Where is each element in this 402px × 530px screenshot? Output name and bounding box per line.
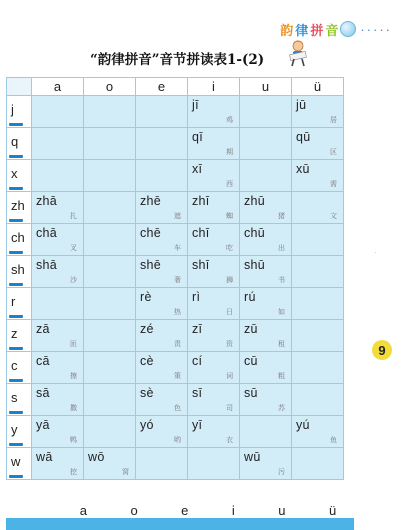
table-row — [7, 96, 344, 128]
syllable-cell — [84, 192, 136, 224]
initial-cell — [7, 128, 32, 160]
syllable-cell — [292, 160, 344, 192]
syllable-pinyin: zhā — [36, 194, 58, 208]
syllable-cell — [136, 192, 188, 224]
initial-cell — [7, 256, 32, 288]
syllable-cell — [84, 320, 136, 352]
syllable-pinyin: cè — [140, 354, 154, 368]
initial-label: y — [11, 422, 18, 437]
syllable-pinyin: qī — [192, 130, 204, 144]
initial-label: c — [11, 358, 18, 373]
syllable-character: 出 — [278, 244, 285, 252]
syllable-character: 资 — [226, 340, 233, 348]
syllable-cell — [136, 352, 188, 384]
syllable-pinyin: sā — [36, 386, 50, 400]
syllable-cell — [32, 256, 84, 288]
syllable-pinyin: yā — [36, 418, 50, 432]
syllable-character: 责 — [174, 340, 181, 348]
final-header: u — [240, 78, 292, 96]
syllable-character: 衣 — [226, 436, 233, 444]
syllable-cell — [188, 160, 240, 192]
syllable-cell — [240, 416, 292, 448]
syllable-pinyin: sè — [140, 386, 154, 400]
syllable-character: 策 — [174, 372, 181, 380]
syllable-cell — [240, 96, 292, 128]
syllable-character: 期 — [226, 148, 233, 156]
table-row — [7, 448, 344, 480]
syllable-cell — [32, 416, 84, 448]
initial-cell — [7, 192, 32, 224]
syllable-cell — [292, 352, 344, 384]
syllable-character: 词 — [226, 372, 233, 380]
syllable-cell — [84, 96, 136, 128]
syllable-cell — [136, 160, 188, 192]
syllable-cell — [292, 320, 344, 352]
initial-underline — [9, 475, 23, 478]
syllable-pinyin: rú — [244, 290, 256, 304]
syllable-cell — [136, 448, 188, 480]
initial-underline — [9, 251, 23, 254]
syllable-cell — [188, 224, 240, 256]
table-row — [7, 384, 344, 416]
syllable-cell — [188, 384, 240, 416]
syllable-pinyin: cí — [192, 354, 203, 368]
syllable-cell — [32, 320, 84, 352]
syllable-character: 叉 — [70, 244, 77, 252]
syllable-cell — [292, 448, 344, 480]
table-corner — [7, 78, 32, 96]
syllable-cell — [136, 224, 188, 256]
syllable-cell — [32, 96, 84, 128]
syllable-character: 热 — [174, 308, 181, 316]
syllable-character: 如 — [278, 308, 285, 316]
header-char: 音 — [325, 23, 339, 39]
initial-cell — [7, 448, 32, 480]
syllable-pinyin: chē — [140, 226, 162, 240]
footer-final: i — [231, 503, 235, 518]
syllable-character: 哟 — [174, 436, 181, 444]
syllable-cell — [32, 192, 84, 224]
syllable-character: 窝 — [122, 468, 129, 476]
initial-underline — [9, 283, 23, 286]
footer-final: e — [181, 503, 189, 518]
table-row — [7, 256, 344, 288]
syllable-character: 污 — [278, 468, 285, 476]
syllable-character: 撒 — [70, 404, 77, 412]
syllable-cell — [32, 224, 84, 256]
syllable-cell — [240, 224, 292, 256]
header-dots: ····· — [360, 21, 392, 37]
syllable-character: 擦 — [70, 372, 77, 380]
syllable-character: 车 — [174, 244, 181, 252]
final-header: ü — [292, 78, 344, 96]
initial-label: w — [11, 454, 21, 469]
syllable-pinyin: wū — [244, 450, 261, 464]
syllable-cell — [32, 448, 84, 480]
syllable-cell — [32, 384, 84, 416]
header-char: 韵 — [280, 23, 294, 39]
syllable-pinyin: jī — [192, 98, 199, 112]
initial-underline — [9, 411, 23, 414]
syllable-cell — [32, 352, 84, 384]
finals-header-row — [7, 78, 344, 96]
syllable-pinyin: shē — [140, 258, 162, 272]
syllable-cell — [84, 256, 136, 288]
header-char: 律 — [295, 23, 309, 39]
syllable-cell — [136, 256, 188, 288]
syllable-cell — [240, 352, 292, 384]
syllable-cell — [292, 384, 344, 416]
syllable-cell — [136, 416, 188, 448]
initial-underline — [9, 155, 23, 158]
syllable-character: 区 — [330, 148, 337, 156]
initial-underline — [9, 443, 23, 446]
syllable-character: 吃 — [226, 244, 233, 252]
syllable-cell — [240, 320, 292, 352]
syllable-cell — [84, 384, 136, 416]
syllable-pinyin: xū — [296, 162, 310, 176]
syllable-cell — [188, 416, 240, 448]
syllable-pinyin: cā — [36, 354, 50, 368]
table-body — [7, 96, 344, 480]
initial-cell — [7, 416, 32, 448]
syllable-cell — [84, 128, 136, 160]
syllable-pinyin: zī — [192, 322, 203, 336]
syllable-character: 居 — [330, 116, 337, 124]
initial-cell — [7, 160, 32, 192]
syllable-character: 粗 — [278, 372, 285, 380]
syllable-cell — [32, 128, 84, 160]
initial-label: z — [11, 326, 18, 341]
edge-mark: · — [374, 248, 377, 257]
syllable-pinyin: wō — [88, 450, 105, 464]
syllable-pinyin: shū — [244, 258, 266, 272]
initial-cell — [7, 224, 32, 256]
syllable-character: 狮 — [226, 276, 233, 284]
syllable-cell — [188, 288, 240, 320]
syllable-cell — [188, 128, 240, 160]
syllable-cell — [32, 288, 84, 320]
page-title: “韵律拼音”音节拼读表1-(2) — [90, 52, 265, 68]
initial-label: q — [11, 134, 19, 149]
initial-cell — [7, 320, 32, 352]
syllable-cell — [240, 384, 292, 416]
footer-final: o — [130, 503, 138, 518]
syllable-pinyin: sū — [244, 386, 258, 400]
syllable-character: 司 — [226, 404, 233, 412]
syllable-cell — [136, 96, 188, 128]
initial-cell — [7, 384, 32, 416]
syllable-character: 西 — [226, 180, 233, 188]
final-header: o — [84, 78, 136, 96]
table-row — [7, 288, 344, 320]
initial-label: s — [11, 390, 18, 405]
syllable-cell — [292, 128, 344, 160]
series-header — [280, 18, 392, 40]
syllable-cell — [84, 288, 136, 320]
footer-final: a — [79, 503, 87, 518]
title-area — [60, 44, 360, 68]
initial-underline — [9, 315, 23, 318]
syllable-character: 色 — [174, 404, 181, 412]
syllable-character: 需 — [330, 180, 337, 188]
initial-underline — [9, 123, 23, 126]
syllable-pinyin: shī — [192, 258, 210, 272]
syllable-pinyin: yú — [296, 418, 310, 432]
syllable-pinyin: sī — [192, 386, 203, 400]
syllable-cell — [84, 448, 136, 480]
syllable-pinyin: zhē — [140, 194, 162, 208]
syllable-cell — [292, 256, 344, 288]
syllable-cell — [84, 160, 136, 192]
syllable-character: 鱼 — [330, 436, 337, 444]
syllable-character: 遮 — [174, 212, 181, 220]
syllable-pinyin: qū — [296, 130, 311, 144]
syllable-character: 扎 — [70, 212, 77, 220]
syllable-cell — [240, 160, 292, 192]
syllable-cell — [188, 256, 240, 288]
syllable-cell — [84, 352, 136, 384]
initial-label: sh — [11, 262, 25, 277]
syllable-character: 匝 — [70, 340, 77, 348]
syllable-character: 苏 — [278, 404, 285, 412]
final-header: i — [188, 78, 240, 96]
final-header: a — [32, 78, 84, 96]
initial-underline — [9, 379, 23, 382]
syllable-character: 日 — [226, 308, 233, 316]
syllable-cell — [292, 416, 344, 448]
initial-cell — [7, 288, 32, 320]
table-row — [7, 192, 344, 224]
syllable-pinyin: cū — [244, 354, 258, 368]
syllable-cell — [136, 320, 188, 352]
syllable-cell — [84, 416, 136, 448]
syllable-cell — [292, 288, 344, 320]
initial-underline — [9, 219, 23, 222]
syllable-character: 鸭 — [70, 436, 77, 444]
footer-final: u — [278, 503, 286, 518]
syllable-pinyin: zhī — [192, 194, 210, 208]
syllable-character: 文 — [330, 212, 337, 220]
initial-cell — [7, 96, 32, 128]
table-row — [7, 224, 344, 256]
syllable-cell — [240, 288, 292, 320]
initial-label: ch — [11, 230, 25, 245]
syllable-character: 沙 — [70, 276, 77, 284]
syllable-table — [6, 77, 344, 480]
syllable-pinyin: chā — [36, 226, 58, 240]
syllable-pinyin: jū — [296, 98, 307, 112]
syllable-cell — [136, 128, 188, 160]
syllable-character: 挖 — [70, 468, 77, 476]
footer-final: ü — [328, 503, 337, 518]
syllable-cell — [188, 352, 240, 384]
footer-finals — [58, 503, 358, 517]
syllable-pinyin: chū — [244, 226, 266, 240]
syllable-cell — [240, 192, 292, 224]
syllable-cell — [188, 320, 240, 352]
syllable-cell — [292, 192, 344, 224]
syllable-character: 奢 — [174, 276, 181, 284]
table-row — [7, 128, 344, 160]
initial-underline — [9, 347, 23, 350]
syllable-character: 租 — [278, 340, 285, 348]
header-char: 拼 — [310, 23, 324, 39]
initial-label: zh — [11, 198, 25, 213]
initial-label: x — [11, 166, 18, 181]
syllable-character: 鸡 — [226, 116, 233, 124]
syllable-cell — [292, 224, 344, 256]
syllable-pinyin: shā — [36, 258, 58, 272]
syllable-pinyin: wā — [36, 450, 53, 464]
table-row — [7, 352, 344, 384]
initial-label: j — [11, 102, 14, 117]
syllable-pinyin: rè — [140, 290, 152, 304]
syllable-pinyin: chī — [192, 226, 210, 240]
syllable-cell — [136, 384, 188, 416]
syllable-pinyin: yī — [192, 418, 203, 432]
reading-child-icon — [285, 38, 311, 68]
table-row — [7, 160, 344, 192]
syllable-character: 猪 — [278, 212, 285, 220]
page-number-badge: 9 — [372, 340, 392, 360]
syllable-pinyin: zhū — [244, 194, 266, 208]
syllable-cell — [188, 448, 240, 480]
syllable-cell — [240, 128, 292, 160]
syllable-cell — [32, 160, 84, 192]
syllable-pinyin: rì — [192, 290, 201, 304]
syllable-pinyin: yó — [140, 418, 154, 432]
syllable-pinyin: zé — [140, 322, 154, 336]
final-header: e — [136, 78, 188, 96]
syllable-cell — [240, 448, 292, 480]
syllable-pinyin: zū — [244, 322, 258, 336]
syllable-character: 蜘 — [226, 212, 233, 220]
table-row — [7, 320, 344, 352]
syllable-cell — [240, 256, 292, 288]
syllable-cell — [188, 96, 240, 128]
initial-underline — [9, 187, 23, 190]
syllable-cell — [292, 96, 344, 128]
syllable-character: 书 — [278, 276, 285, 284]
table-row — [7, 416, 344, 448]
bubble-icon — [340, 21, 356, 37]
syllable-cell — [136, 288, 188, 320]
footer-bar — [6, 518, 354, 530]
syllable-pinyin: xī — [192, 162, 203, 176]
initial-cell — [7, 352, 32, 384]
syllable-cell — [84, 224, 136, 256]
syllable-pinyin: zā — [36, 322, 50, 336]
initial-label: r — [11, 294, 16, 309]
syllable-cell — [188, 192, 240, 224]
